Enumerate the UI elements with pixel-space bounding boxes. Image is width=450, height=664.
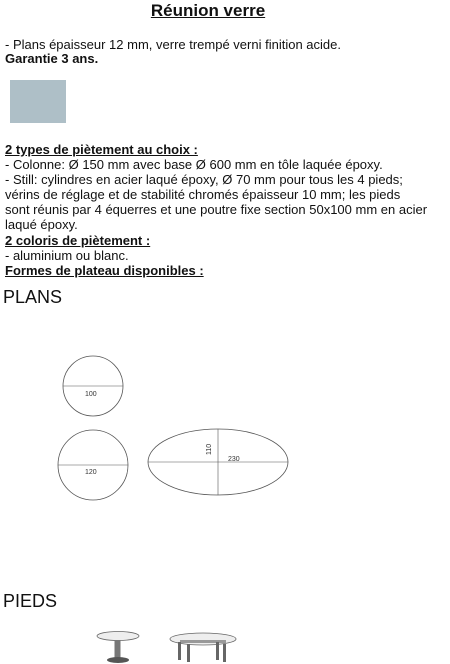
pietement-heading: 2 types de piètement au choix : bbox=[5, 142, 198, 157]
round-top-120 bbox=[58, 430, 128, 500]
document-title: Réunion verre bbox=[150, 1, 266, 20]
dim-label-110: 110 bbox=[206, 443, 213, 455]
round-top-100 bbox=[63, 356, 123, 416]
pietement-line: sont réunis par 4 équerres et une poutre fixe section 50x100 mm en acier bbox=[5, 202, 428, 217]
oval-top-230x110 bbox=[148, 429, 288, 495]
intro-text: - Plans épaisseur 12 mm, verre trempé verni finition acide. bbox=[5, 37, 341, 52]
pieds-label: PIEDS bbox=[3, 591, 58, 611]
pietement-line: laqué époxy. bbox=[5, 217, 78, 232]
pietement-line: - Still: cylindres en acier laqué époxy, Ø 70 mm pour tous les 4 pieds; bbox=[5, 172, 403, 187]
warranty-text: Garantie 3 ans. bbox=[5, 51, 99, 66]
pietement-line: - Colonne: Ø 150 mm avec base Ø 600 mm en tôle laquée époxy. bbox=[5, 157, 383, 172]
dim-label-100: 100 bbox=[85, 391, 97, 398]
still-leg-illustration bbox=[170, 633, 236, 662]
coloris-heading: 2 coloris de piètement : bbox=[5, 233, 151, 248]
column-leg-illustration bbox=[97, 632, 139, 664]
formes-heading: Formes de plateau disponibles : bbox=[5, 263, 204, 278]
pietement-line: vérins de réglage et de stabilité chromés épaisseur 10 mm; les pieds bbox=[5, 187, 401, 202]
coloris-text: - aluminium ou blanc. bbox=[5, 248, 129, 263]
dim-label-120: 120 bbox=[85, 469, 97, 476]
plans-label: PLANS bbox=[3, 287, 63, 307]
dim-label-230: 230 bbox=[228, 456, 240, 463]
